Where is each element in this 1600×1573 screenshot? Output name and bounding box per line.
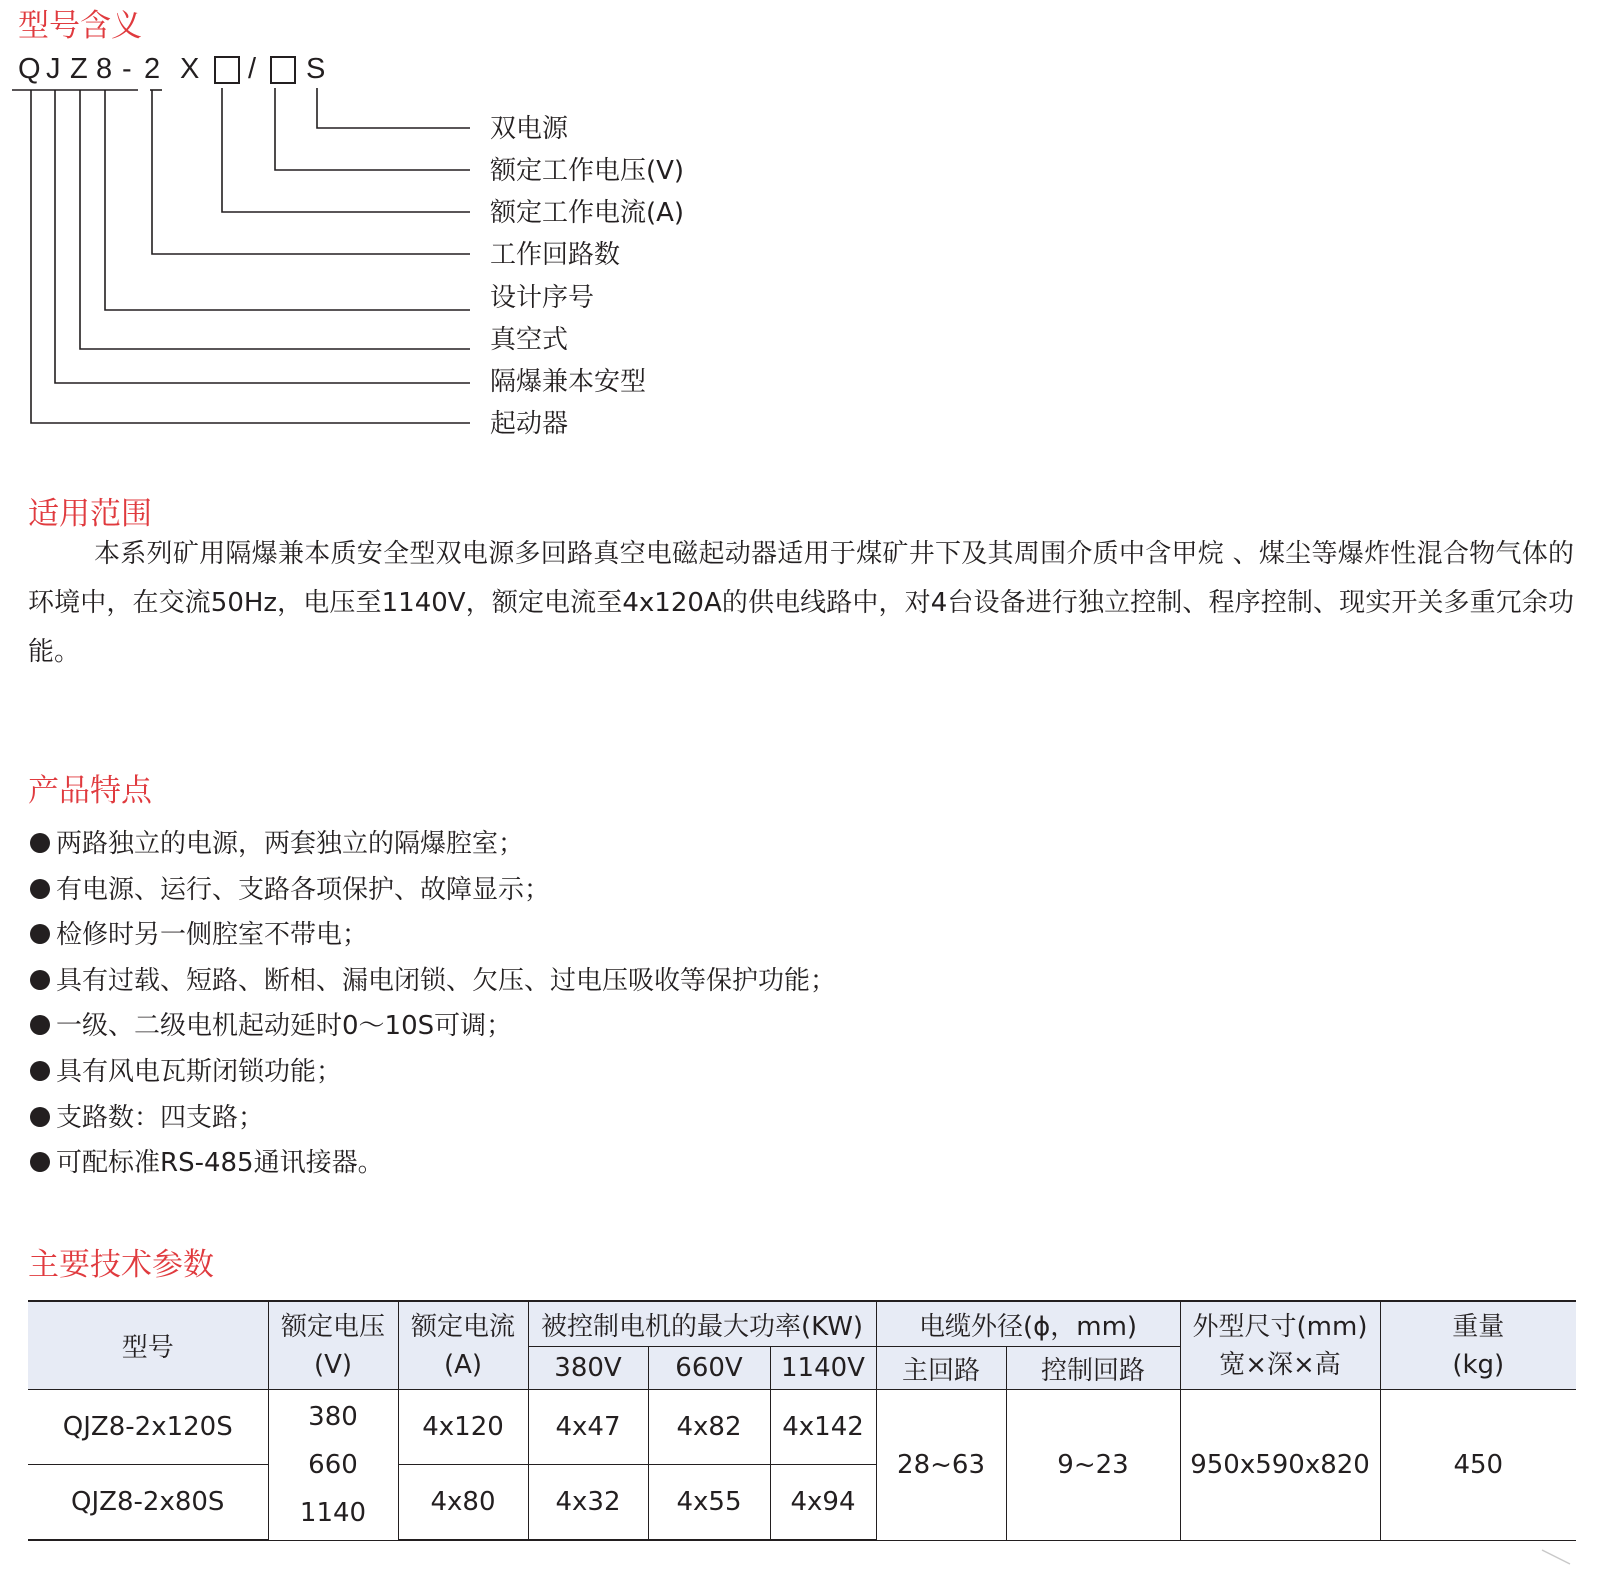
legend-label: 额定工作电压(V)	[490, 156, 685, 186]
code-char: Z	[70, 53, 88, 85]
cell-main-circuit: 28~63	[876, 1390, 1006, 1541]
feature-text: 一级、二级电机起动延时0～10S可调；	[56, 1011, 513, 1042]
header-dims: 外型尺寸(mm) 宽×深×高	[1180, 1301, 1380, 1390]
header-power-380: 380V	[528, 1347, 648, 1390]
header-voltage: 额定电压 (V)	[268, 1301, 398, 1390]
corner-decoration	[1540, 1548, 1580, 1568]
bullet-icon	[30, 1061, 50, 1081]
feature-text: 检修时另一侧腔室不带电；	[56, 920, 369, 951]
feature-text: 具有过载、短路、断相、漏电闭锁、欠压、过电压吸收等保护功能；	[56, 965, 837, 996]
code-char: S	[306, 53, 326, 85]
code-char: X	[180, 53, 200, 85]
list-item	[30, 1004, 836, 1050]
leader-line	[317, 88, 470, 128]
cell-current: 4x120	[398, 1390, 528, 1465]
legend-label: 额定工作电流(A)	[490, 198, 685, 228]
section-title-scope: 适用范围	[28, 496, 152, 532]
scope-paragraph: 本系列矿用隔爆兼本质安全型双电源多回路真空电磁起动器适用于煤矿井下及其周围介质中含甲烷 、煤尘等爆炸性混合物气体的环境中，在交流50Hz，电压至1140V，额定电流至4x120A的供电线路中，对4台设备进行独立控制、程序控制、现实开关多重冗余功能。	[28, 539, 1574, 667]
header-main-circuit: 主回路	[876, 1347, 1006, 1390]
table-row	[28, 1390, 1576, 1465]
header-current: 额定电流 (A)	[398, 1301, 528, 1390]
code-char: /	[248, 53, 257, 85]
list-item	[30, 1096, 836, 1142]
feature-text: 可配标准RS-485通讯接器。	[56, 1148, 384, 1179]
legend-label: 工作回路数	[490, 240, 621, 270]
cell-control-circuit: 9~23	[1006, 1390, 1180, 1541]
cell-power-1140: 4x142	[770, 1390, 876, 1465]
list-item	[30, 1050, 836, 1096]
header-model: 型号	[28, 1301, 268, 1390]
bullet-icon	[30, 924, 50, 944]
feature-text: 支路数：四支路；	[56, 1102, 265, 1133]
model-diagram-lines	[0, 0, 480, 440]
params-table	[28, 1300, 1576, 1541]
leader-line	[152, 90, 470, 254]
code-char: 8	[96, 53, 113, 85]
cell-weight: 450	[1380, 1390, 1576, 1541]
cell-current: 4x80	[398, 1465, 528, 1541]
leader-line	[55, 90, 470, 383]
section-title-features: 产品特点	[28, 773, 152, 809]
cell-power-1140: 4x94	[770, 1465, 876, 1541]
list-item	[30, 959, 836, 1005]
code-char: Q	[18, 53, 41, 85]
header-power-660: 660V	[648, 1347, 770, 1390]
legend-label: 设计序号	[490, 283, 595, 313]
feature-text: 具有风电瓦斯闭锁功能；	[56, 1056, 343, 1087]
bullet-icon	[30, 879, 50, 899]
legend-label: 起动器	[490, 409, 569, 439]
section-title-params: 主要技术参数	[28, 1247, 214, 1283]
list-item	[30, 1141, 836, 1187]
bullet-icon	[30, 970, 50, 990]
feature-text: 两路独立的电源，两套独立的隔爆腔室；	[56, 829, 525, 859]
cell-power-660: 4x82	[648, 1390, 770, 1465]
cell-voltages: 380 660 1140	[268, 1390, 398, 1541]
leader-line	[275, 88, 470, 170]
section-title-model-meaning: 型号含义	[18, 8, 142, 44]
cell-power-660: 4x55	[648, 1465, 770, 1541]
cell-dimensions: 950x590x820	[1180, 1390, 1380, 1541]
cell-power-380: 4x32	[528, 1465, 648, 1541]
leader-line	[31, 90, 470, 423]
header-power: 被控制电机的最大功率(KW)	[528, 1301, 876, 1347]
legend-label: 隔爆兼本安型	[490, 367, 647, 397]
leader-line	[105, 90, 470, 310]
cell-power-380: 4x47	[528, 1390, 648, 1465]
bullet-icon	[30, 1015, 50, 1035]
list-item	[30, 913, 836, 959]
code-char: -	[122, 53, 132, 85]
leader-line	[222, 88, 470, 212]
cell-model: QJZ8-2x80S	[28, 1465, 268, 1541]
bullet-icon	[30, 833, 50, 853]
header-power-1140: 1140V	[770, 1347, 876, 1390]
code-char: J	[46, 53, 61, 85]
cell-model: QJZ8-2x120S	[28, 1390, 268, 1465]
legend-label: 真空式	[490, 325, 569, 355]
header-cable: 电缆外径(ϕ，mm)	[876, 1301, 1180, 1347]
code-char: 2	[144, 53, 161, 85]
header-control-circuit: 控制回路	[1006, 1347, 1180, 1390]
list-item	[30, 822, 836, 868]
features-list	[30, 822, 836, 1187]
list-item	[30, 868, 836, 914]
bullet-icon	[30, 1107, 50, 1127]
bullet-icon	[30, 1152, 50, 1172]
legend-label: 双电源	[490, 114, 569, 144]
header-weight: 重量 (kg)	[1380, 1301, 1576, 1390]
feature-text: 有电源、运行、支路各项保护、故障显示；	[56, 874, 551, 905]
